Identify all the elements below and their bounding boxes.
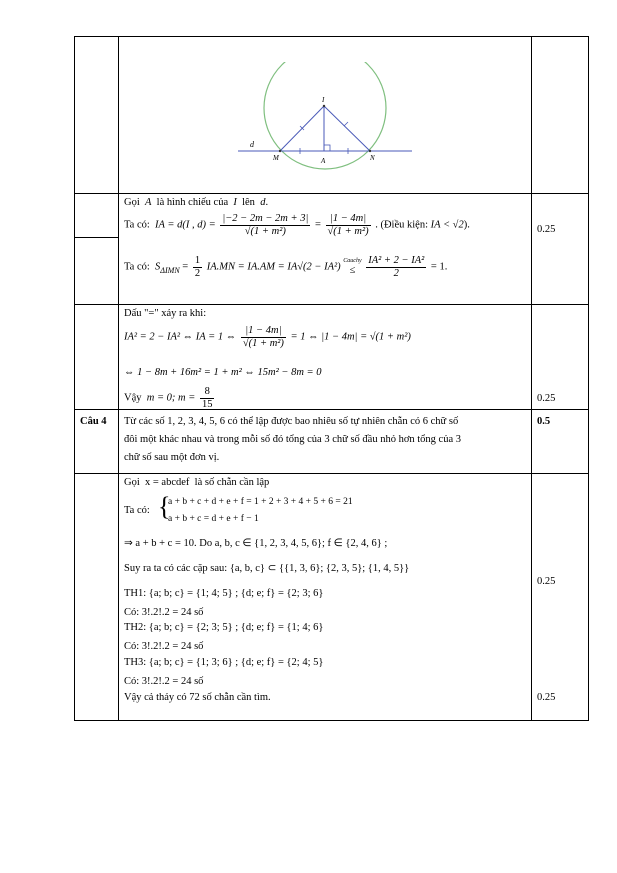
line-system-label: Ta có: xyxy=(124,505,150,516)
table-border-right xyxy=(588,36,589,721)
score: 0.25 xyxy=(537,224,556,235)
table-column-divider xyxy=(118,36,119,721)
label-M: M xyxy=(273,154,279,162)
case-line: TH2: {a; b; c} = {2; 3; 5} ; {d; e; f} = {1; 4; 6} xyxy=(124,622,324,633)
line-area: Ta có: $S_{\Delta IMN}$ = $\frac{1}{2}$ IA.MN = IA.AM = IA√(2 − IA²) Cauchy ≤ $\frac{\text{IA² + 2 − IA²}}{2}$ = 1. xyxy=(124,255,448,280)
label-A: A xyxy=(321,157,326,165)
right-angle-mark xyxy=(324,145,330,151)
line-setup: Gọi x = abcdef là số chẵn cần lập xyxy=(124,477,270,488)
line-projection: Gọi A là hình chiếu của I lên d. xyxy=(124,197,269,208)
system-eq-2: a + b + c = d + e + f − 1 xyxy=(168,514,259,524)
case-line: TH3: {a; b; c} = {1; 3; 6} ; {d; e; f} = {2; 4; 5} xyxy=(124,657,324,668)
point-M xyxy=(279,150,281,152)
segment-IN xyxy=(324,106,370,151)
line-solve-2: ⇔ 1 − 8m + 16m² = 1 + m² ⇔ 15m² − 8m = 0 xyxy=(124,367,322,378)
conclusion: Vậy cả thảy có 72 số chẵn cần tìm. xyxy=(124,692,271,703)
line-solve-1: IA² = 2 − IA² ⇔ IA = 1 ⇔ $\frac{|1 - 4m|}{\text{√(1 + m²)}}$ = 1 ⇔ |1 − 4m| = √(1 + m²) xyxy=(124,325,411,350)
question-line: chữ số sau một đơn vị. xyxy=(124,452,220,463)
score: 0.25 xyxy=(537,692,556,703)
circle xyxy=(264,62,386,169)
line-equality: Dấu "=" xảy ra khi: xyxy=(124,308,207,319)
table-border-left xyxy=(74,36,75,721)
label-N: N xyxy=(370,154,375,162)
geometry-figure xyxy=(230,62,420,172)
system-brace: { xyxy=(158,492,171,521)
line-deduce: ⇒ a + b + c = 10. Do a, b, c ∈ {1, 2, 3, 4, 5, 6}; f ∈ {2, 4, 6} ; xyxy=(124,538,388,549)
table-border-bottom xyxy=(74,720,589,721)
table-row-divider xyxy=(74,473,589,474)
question-label: Câu 4 xyxy=(80,416,107,427)
question-points: 0.5 xyxy=(537,416,551,427)
score: 0.25 xyxy=(537,393,556,404)
line-pairs: Suy ra ta có các cặp sau: {a, b, c} ⊂ {{1, 3, 6}; {2, 3, 5}; {1, 4, 5}} xyxy=(124,563,410,574)
case-line: TH1: {a; b; c} = {1; 4; 5} ; {d; e; f} = {2; 3; 6} xyxy=(124,588,324,599)
point-I xyxy=(323,105,325,107)
case-count: Có: 3!.2!.2 = 24 số xyxy=(124,607,204,618)
table-row-divider xyxy=(74,237,118,238)
table-border-top xyxy=(74,36,589,37)
table-column-divider xyxy=(531,36,532,721)
line-result: Vậy m = 0; m = $\frac{8}{15}$ xyxy=(124,386,213,411)
line-distance: Ta có: IA = d(I , d) = $\frac{|-2 - 2m - 2m + 3|}{\text{√(1 + m²)}}$ = $\frac{|1 - 4m|}{\text{√(1 + m²)}}$ . (Điều kiện: IA < √2). xyxy=(124,213,470,238)
question-line: đôi một khác nhau và trong mỗi số đó tổng của 3 chữ số đầu nhỏ hơn tổng của 3 xyxy=(124,434,461,445)
score: 0.25 xyxy=(537,576,556,587)
table-row-divider xyxy=(74,304,589,305)
point-N xyxy=(369,150,371,152)
label-I: I xyxy=(322,96,325,104)
label-d: d xyxy=(250,140,254,149)
case-count: Có: 3!.2!.2 = 24 số xyxy=(124,676,204,687)
system-eq-1: a + b + c + d + e + f = 1 + 2 + 3 + 4 + 5 + 6 = 21 xyxy=(168,497,353,507)
table-row-divider xyxy=(74,193,589,194)
question-line: Từ các số 1, 2, 3, 4, 5, 6 có thể lập được bao nhiêu số tự nhiên chẵn có 6 chữ số xyxy=(124,416,459,427)
case-count: Có: 3!.2!.2 = 24 số xyxy=(124,641,204,652)
tick-mark xyxy=(344,122,348,126)
